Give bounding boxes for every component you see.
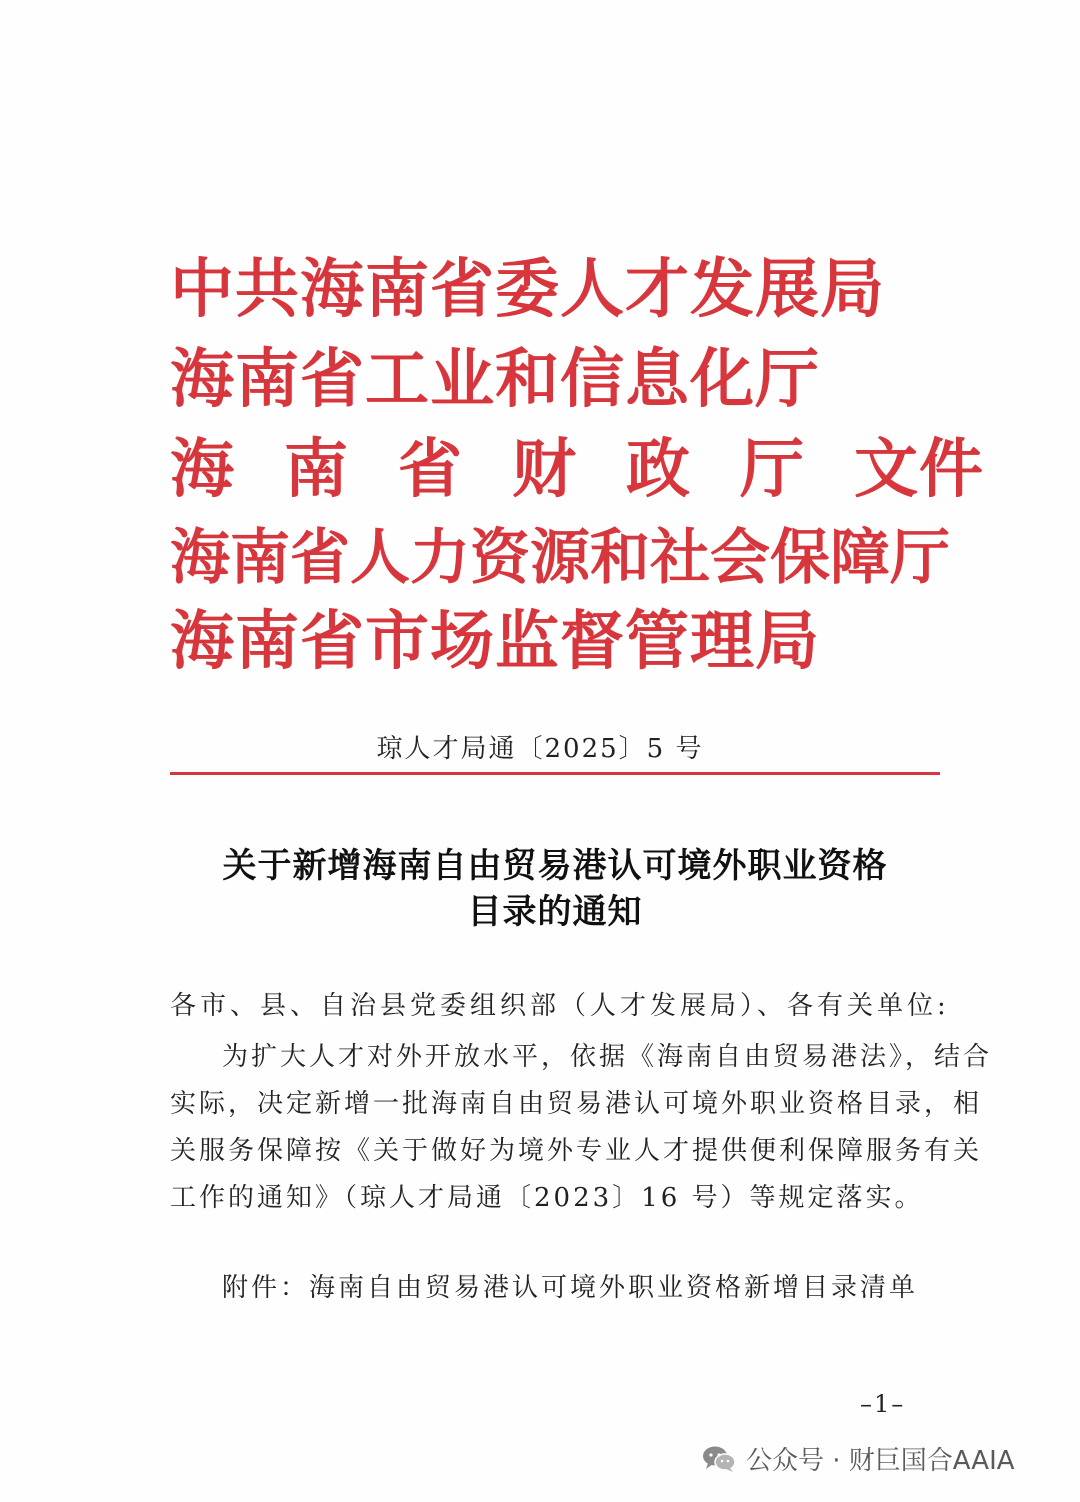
letterhead-issuer-1: 中共海南省委人才发展局 [170,253,885,327]
attachment-note: 附件：海南自由贸易港认可境外职业资格新增目录清单 [222,1273,919,1303]
wechat-icon [702,1445,736,1473]
body-line-2: 实际，决定新增一批海南自由贸易港认可境外职业资格目录，相 [170,1089,983,1119]
body-line-3: 关服务保障按《关于做好为境外专业人才提供便利保障服务有关 [170,1136,983,1166]
body-line-4: 工作的通知》（琼人才局通〔2023〕16 号）等规定落实。 [170,1183,924,1213]
letterhead-document-suffix: 文件 [854,433,984,507]
letterhead-issuer-4: 海南省人力资源和社会保障厅 [170,523,950,593]
watermark [702,1440,1015,1477]
document-number: 琼人才局通〔2025〕5 号 [376,734,704,764]
page-number: –1– [860,1390,906,1418]
letterhead-issuer-2: 海南省工业和信息化厅 [170,343,820,417]
salutation: 各市、县、自治县党委组织部（人才发展局）、各有关单位: [170,991,950,1021]
red-divider [170,772,940,775]
body-line-1: 为扩大人才对外开放水平，依据《海南自由贸易港法》，结合 [222,1042,993,1072]
document-title-line-1: 关于新增海南自由贸易港认可境外职业资格 [222,846,888,886]
watermark-label: 公众号 · 财巨国合AAIA [746,1446,1015,1476]
letterhead-issuer-5: 海南省市场监督管理局 [170,605,820,679]
letterhead-issuer-3 [170,430,984,510]
document-title-line-2: 目录的通知 [467,892,643,932]
letterhead-issuer-3-name: 海南省财政厅 [170,433,854,507]
